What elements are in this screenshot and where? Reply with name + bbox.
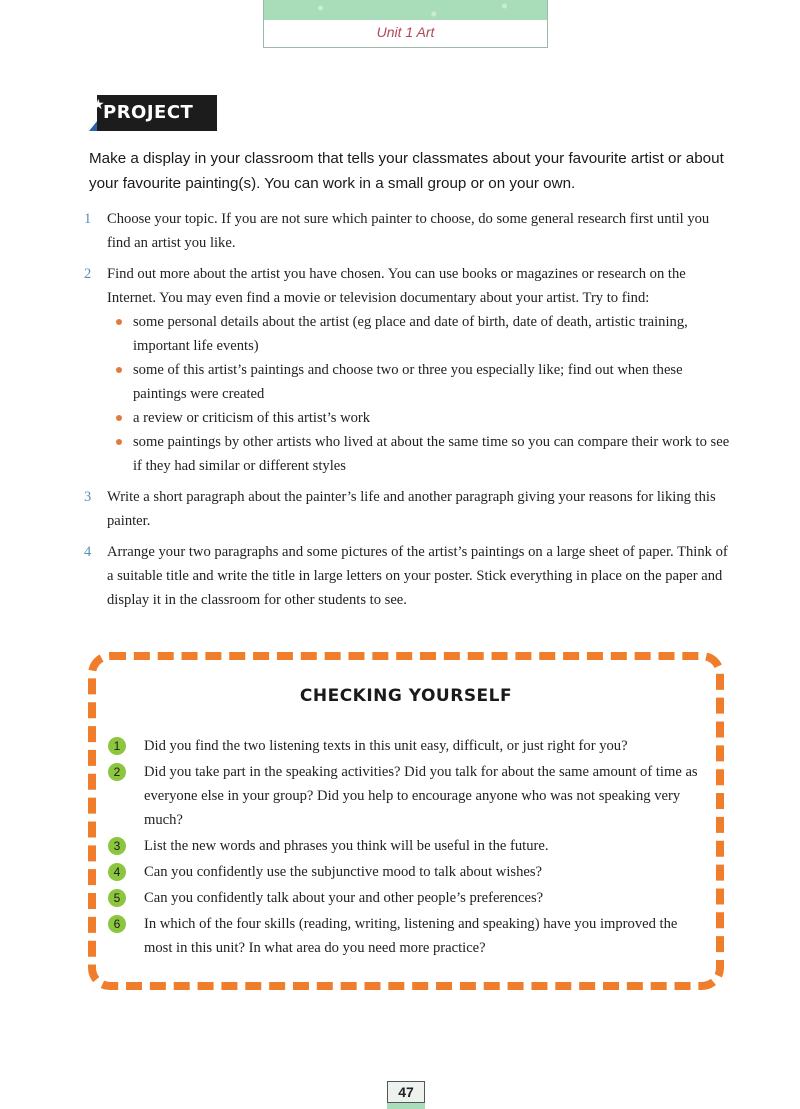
check-item	[108, 734, 708, 758]
number-circle-icon: 2	[108, 763, 126, 781]
check-item	[108, 834, 708, 858]
check-item-text: Did you find the two listening texts in this unit easy, difficult, or just right for you?	[144, 738, 628, 754]
page-number-strip	[387, 1103, 425, 1109]
check-item-text: Did you take part in the speaking activities? Did you talk for about the same amount of time as everyone else in your group? Did you help to encourage anyone who was not speaking very much?	[144, 764, 698, 828]
project-steps	[82, 207, 732, 619]
step-text: Choose your topic. If you are not sure which painter to choose, do some general research first until you find an artist you like.	[107, 211, 710, 251]
bullet-text: some of this artist’s paintings and choose two or three you especially like; find out when these paintings were created	[133, 362, 683, 402]
check-item-text: Can you confidently use the subjunctive mood to talk about wishes?	[144, 864, 543, 880]
step-text: Arrange your two paragraphs and some pictures of the artist’s paintings on a large sheet of paper. Think of a suitable title and write the title in large letters on your poster. Stick everything in place on the paper and display it in the classroom for other students to see.	[107, 544, 728, 608]
bullet-item	[107, 310, 732, 358]
step-number: 1	[84, 211, 92, 227]
bullet-text: a review or criticism of this artist’s work	[133, 410, 371, 426]
step-text: Write a short paragraph about the painter’s life and another paragraph giving your reasons for liking this painter.	[107, 489, 716, 529]
step-number: 2	[84, 266, 92, 282]
number-circle-icon: 5	[108, 889, 126, 907]
unit-header-tab	[263, 0, 548, 48]
bullet-item	[107, 406, 732, 430]
check-item	[108, 912, 708, 960]
bullet-text: some personal details about the artist (eg place and date of birth, date of death, artistic training, important life events)	[133, 314, 688, 354]
step-text: Find out more about the artist you have chosen. You can use books or magazines or research on the Internet. You may even find a movie or television documentary about your artist. Try to find:	[107, 266, 686, 306]
bullet-dot-icon	[116, 439, 122, 445]
project-step	[82, 262, 732, 478]
bullet-dot-icon	[116, 415, 122, 421]
check-item-text: In which of the four skills (reading, writing, listening and speaking) have you improved the most in this unit? In what area do you need more practice?	[144, 916, 678, 956]
project-badge-label: PROJECT	[103, 102, 194, 123]
checking-yourself-box	[88, 652, 724, 990]
number-circle-icon: 3	[108, 837, 126, 855]
checking-yourself-title: CHECKING YOURSELF	[299, 686, 513, 706]
project-intro: Make a display in your classroom that tells your classmates about your favourite artist or about your favourite painting(s). You can work in a small group or on your own.	[89, 150, 724, 192]
bullet-dot-icon	[116, 319, 122, 325]
check-item-text: List the new words and phrases you think will be useful in the future.	[144, 838, 549, 854]
check-item-text: Can you confidently talk about your and other people’s preferences?	[144, 890, 544, 906]
bullet-item	[107, 430, 732, 478]
checking-list	[108, 734, 708, 962]
project-step	[82, 485, 732, 533]
project-step	[82, 207, 732, 255]
number-circle-icon: 6	[108, 915, 126, 933]
check-item	[108, 886, 708, 910]
unit-label: Unit 1 Art	[376, 24, 435, 40]
check-item	[108, 760, 708, 832]
bullet-item	[107, 358, 732, 406]
bullet-dot-icon	[116, 367, 122, 373]
step-number: 3	[84, 489, 92, 505]
number-circle-icon: 1	[108, 737, 126, 755]
project-badge	[89, 95, 217, 131]
bullet-text: some paintings by other artists who lived at about the same time so you can compare their work to see if they had similar or different styles	[133, 434, 730, 474]
star-icon: ★	[92, 97, 105, 113]
check-item	[108, 860, 708, 884]
number-circle-icon: 4	[108, 863, 126, 881]
step-number: 4	[84, 544, 92, 560]
project-step	[82, 540, 732, 612]
step-bullet-list	[107, 310, 732, 478]
header-decorative-strip	[264, 0, 547, 20]
page-number: 47	[387, 1081, 425, 1103]
